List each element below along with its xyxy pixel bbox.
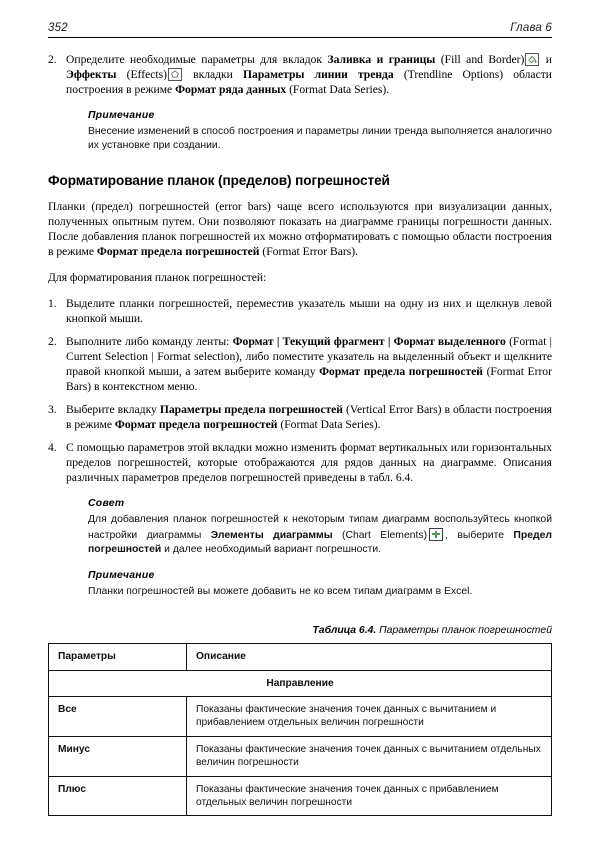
page-number: 352 xyxy=(48,22,68,34)
note-callout xyxy=(48,110,552,153)
table-cell-description: Показаны фактические значения точек данных с вычитанием и прибавлением отдельных величин погрешности xyxy=(187,697,552,737)
table-header-row xyxy=(49,644,552,670)
tip-text-part: (Chart Elements) xyxy=(332,529,428,541)
tip-text-part: , выберите xyxy=(445,529,514,541)
table-cell-description: Показаны фактические значения точек данных с вычитанием отдельных величин погрешности xyxy=(187,736,552,776)
step-text-part: (Format | Current Selection | Format selection), либо поместите указатель на выделенный объект и щелкните правой кнопкой мыши, а затем выберите команду xyxy=(66,335,552,379)
section-heading: Форматирование планок (пределов) погрешностей xyxy=(48,173,390,189)
list-item-number: 1. xyxy=(48,297,57,311)
note-label: Примечание xyxy=(88,110,155,121)
tip-bold-term: Предел погрешностей xyxy=(88,529,552,555)
paragraph-bold-term: Формат предела погрешностей xyxy=(96,245,260,259)
step-text-part: (Fill and Border) xyxy=(435,53,525,66)
tip-bold-term: Элементы диаграммы xyxy=(210,529,333,541)
list-item xyxy=(48,440,552,485)
table-row xyxy=(49,736,552,776)
step-bold-term: Параметры линии тренда xyxy=(243,68,394,81)
step-text-part: и xyxy=(540,53,553,66)
step-text-part: (Effects) xyxy=(116,68,167,81)
step-bold-term: Эффекты xyxy=(66,68,117,81)
list-item-number: 2. xyxy=(48,335,57,349)
step-text-part: вкладки xyxy=(182,68,244,81)
tip-text xyxy=(88,513,552,557)
step-text-part: (Vertical Error Bars) в области построения в режиме xyxy=(66,403,552,432)
note-text: Внесение изменений в способ построения и параметры линии тренда выполняется аналогично их установке при создании. xyxy=(88,126,552,152)
table-caption-number: Таблица 6.4. xyxy=(312,625,377,637)
header-rule xyxy=(48,37,552,38)
effects-pentagon-icon xyxy=(168,68,182,81)
list-item xyxy=(48,402,552,432)
table-group-label: Направление xyxy=(49,670,552,696)
step-text-part: Выполните либо команду ленты: xyxy=(66,335,233,349)
table-cell-key: Все xyxy=(49,697,187,737)
step-text-part: (Format Error Bars) в контекстном меню. xyxy=(66,365,552,394)
table-group-row xyxy=(49,670,552,696)
parameters-table xyxy=(48,643,552,816)
procedure-step-list xyxy=(48,296,552,485)
step-text-part: Определите необходимые параметры для вкладок xyxy=(66,53,328,66)
paragraph-part: (Format Error Bars). xyxy=(259,245,358,259)
step-text-part: Выделите планки погрешностей, переместив указатель мыши на одну из них и щелкнув левой кнопкой мыши. xyxy=(66,297,552,326)
list-item-number: 4. xyxy=(48,441,57,455)
tip-text-part: и далее необходимый вариант погрешности. xyxy=(161,543,382,555)
step-text-part: Выберите вкладку xyxy=(66,403,160,417)
paint-bucket-icon xyxy=(525,53,539,66)
list-item-number: 2. xyxy=(48,53,57,66)
list-item xyxy=(48,52,552,97)
step-bold-term: Формат ряда данных xyxy=(175,83,287,96)
continued-step-list xyxy=(48,52,552,97)
list-item xyxy=(48,296,552,326)
step-bold-term: Формат предела погрешностей xyxy=(319,365,483,379)
note-label: Примечание xyxy=(88,570,155,582)
plus-chart-elements-icon xyxy=(429,528,443,541)
lead-in-paragraph: Для форматирования планок погрешностей: xyxy=(48,271,267,285)
list-item xyxy=(48,334,552,394)
step-text-part: (Trendline Options) области построения в режиме xyxy=(66,68,552,96)
step-bold-term: Формат | Текущий фрагмент | Формат выделенного xyxy=(232,335,506,349)
tip-callout xyxy=(48,498,552,557)
step-bold-term: Формат предела погрешностей xyxy=(114,418,278,432)
column-header-description: Описание xyxy=(187,644,552,670)
note-callout xyxy=(48,570,552,599)
table-row xyxy=(49,776,552,816)
table-row xyxy=(49,697,552,737)
running-head xyxy=(48,22,552,37)
table-cell-key: Плюс xyxy=(49,776,187,816)
step-bold-term: Заливка и границы xyxy=(327,53,436,66)
table-cell-key: Минус xyxy=(49,736,187,776)
step-text-part: С помощью параметров этой вкладки можно изменить формат вертикальных или горизонтальных пределов погрешностей, которые отображаются для рядов данных на диаграмме. Описания различных параметров пределов погрешностей приведены в табл. 6.4. xyxy=(66,441,552,485)
chapter-label: Глава 6 xyxy=(510,22,552,34)
step-bold-term: Параметры предела погрешностей xyxy=(159,403,343,417)
step-text-part: (Format Data Series). xyxy=(286,83,390,96)
table-caption xyxy=(48,625,552,636)
table-cell-description: Показаны фактические значения точек данных с прибавлением отдельных величин погрешности xyxy=(187,776,552,816)
tip-label: Совет xyxy=(88,498,125,510)
paragraph-part: Планки (предел) погрешностей (error bars) чаще всего используются при визуализации данных, полученных опытным путем. Они позволяют показать на диаграмме границы погрешности данных. После добавления планок погрешностей их можно отформатировать с помощью области построения в режиме xyxy=(48,200,552,259)
step-text-part: (Format Data Series). xyxy=(277,418,381,432)
column-header-parameters: Параметры xyxy=(49,644,187,670)
tip-text-part: Для добавления планок погрешностей к некоторым типам диаграмм воспользуйтесь кнопкой настройки диаграммы xyxy=(88,514,552,541)
table-caption-title: Параметры планок погрешностей xyxy=(376,625,552,637)
note-text: Планки погрешностей вы можете добавить не ко всем типам диаграмм в Excel. xyxy=(88,586,473,598)
page-content xyxy=(48,22,552,816)
list-item-number: 3. xyxy=(48,403,57,417)
intro-paragraph xyxy=(48,199,552,259)
